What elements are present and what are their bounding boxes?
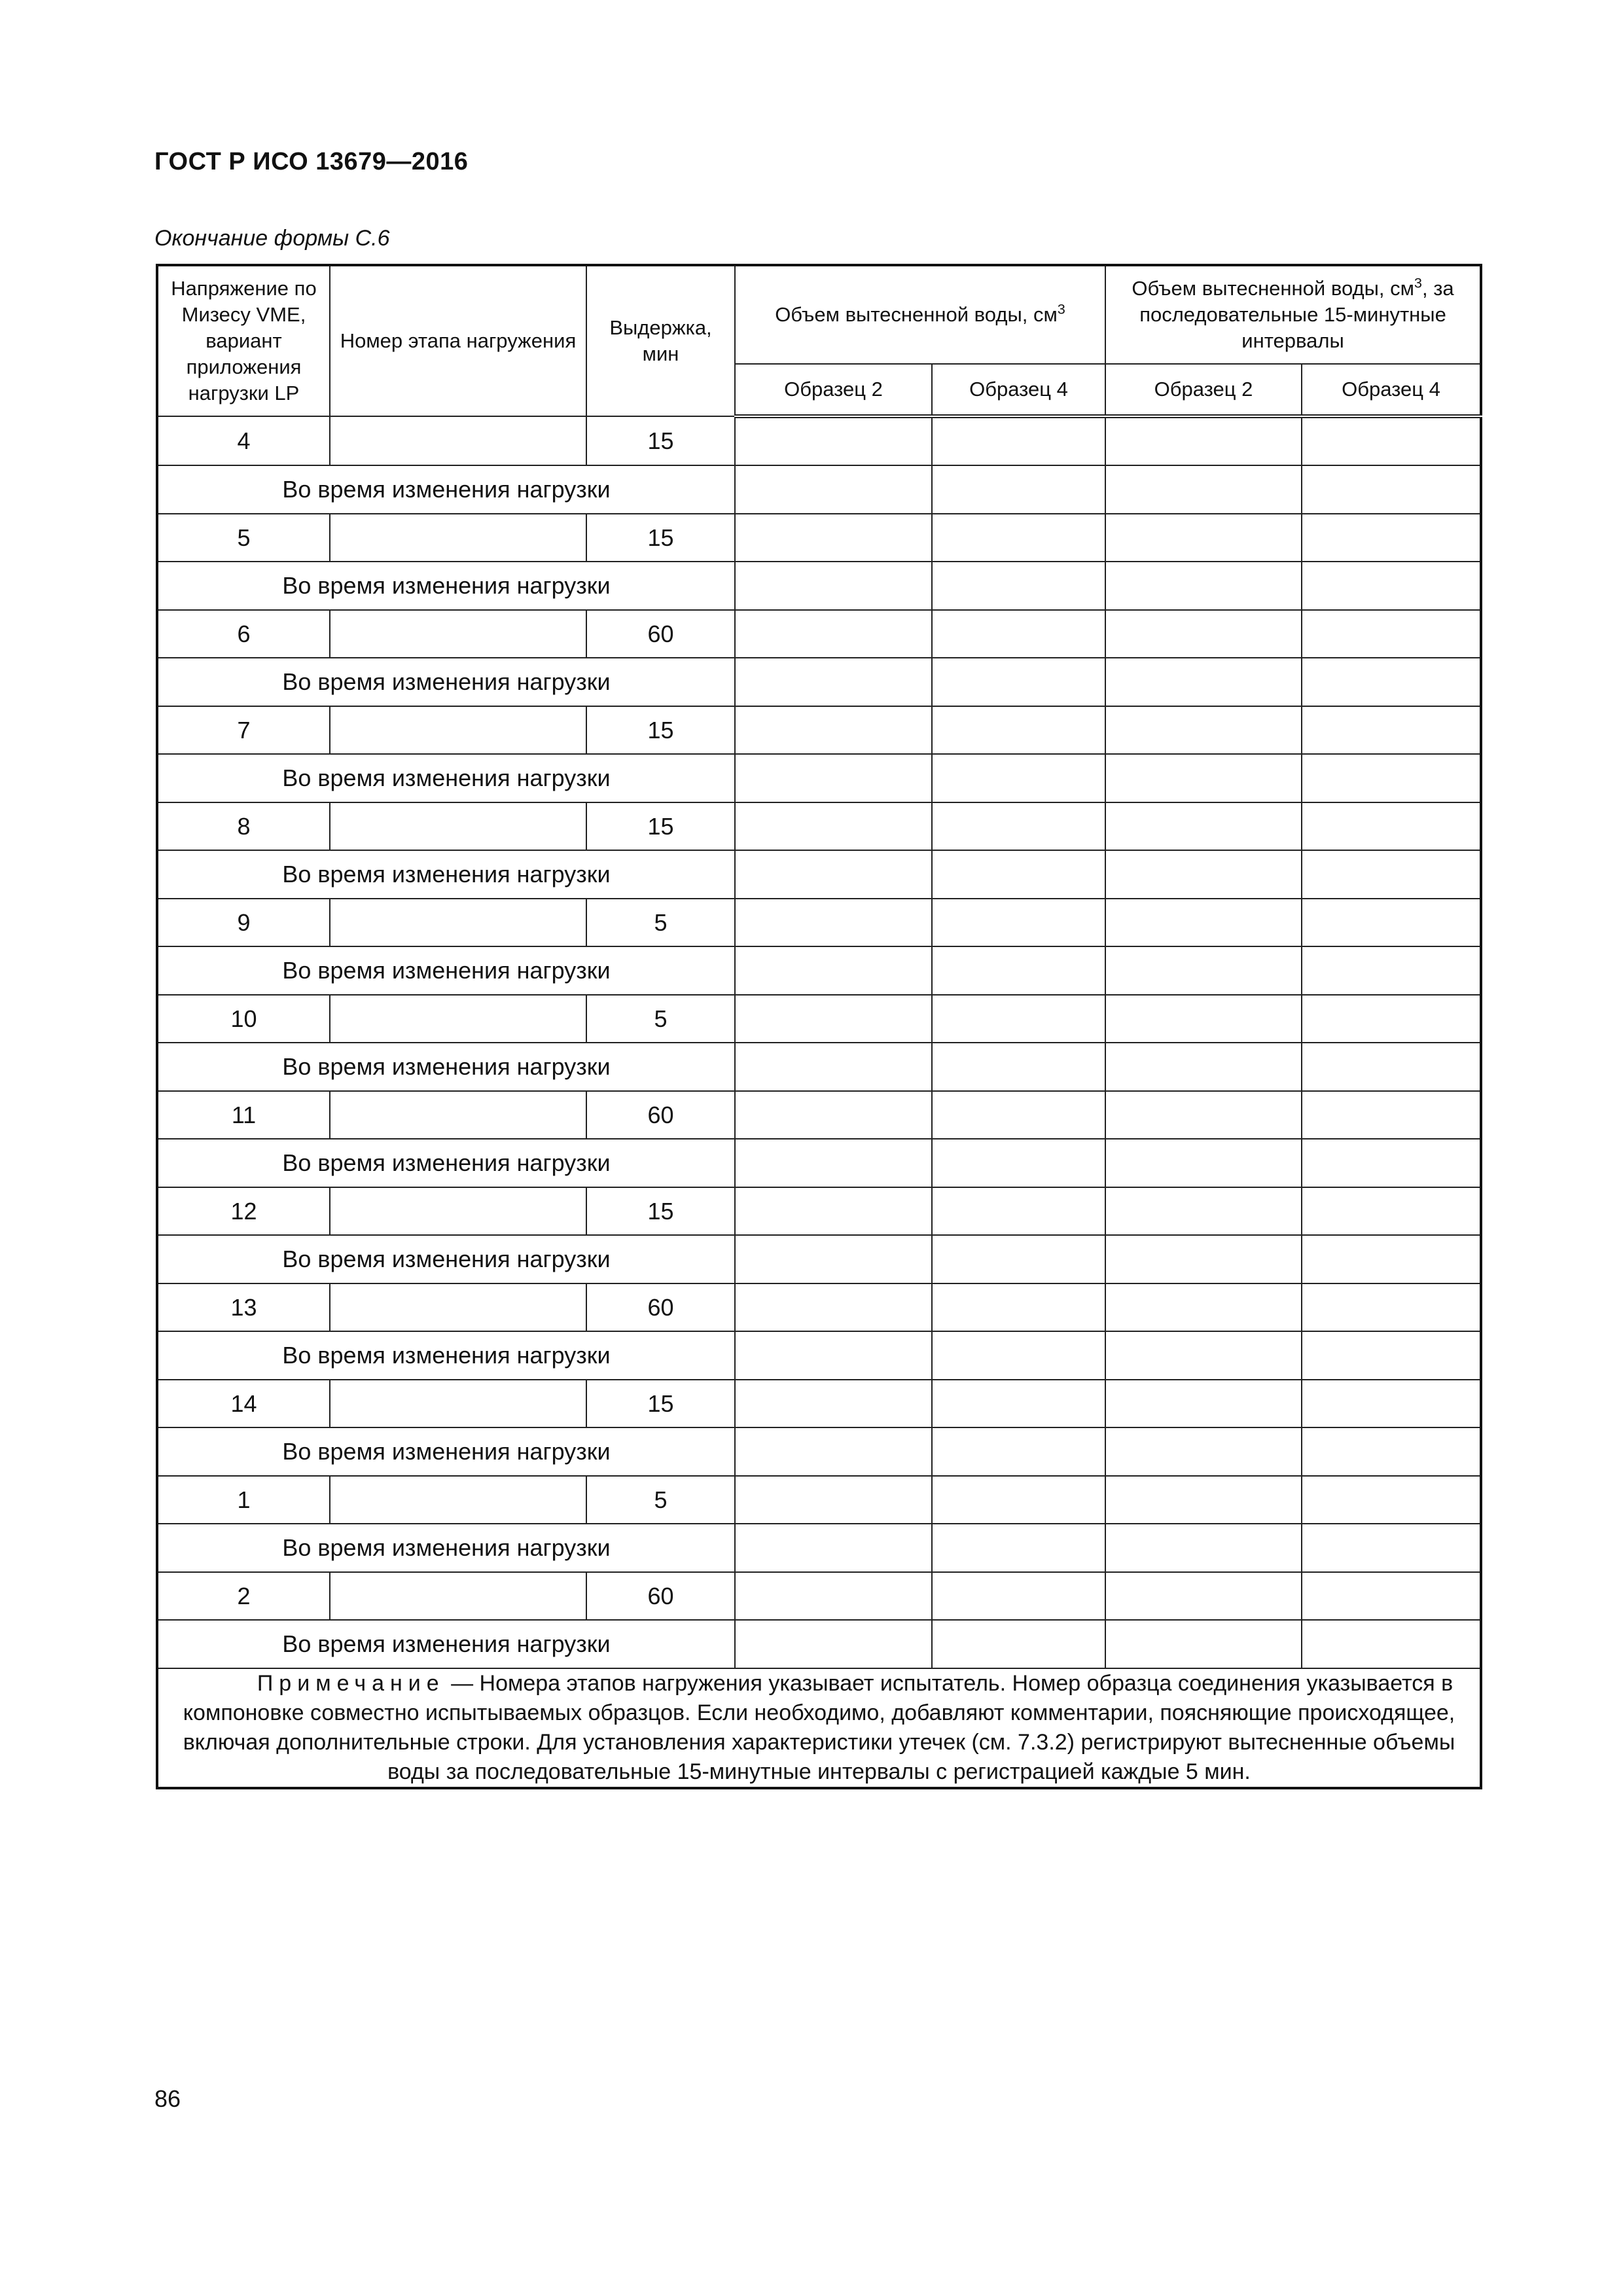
load-change-row: [157, 754, 1481, 802]
stage-number-cell: [330, 514, 586, 562]
volume-sample-2-cell: [735, 1043, 932, 1091]
interval-sample-2-cell: [1105, 946, 1302, 995]
subheader-sample-2: Образец 2: [735, 364, 932, 416]
load-change-label: Во время изменения нагрузки: [157, 1620, 735, 1668]
note-label: Примечание: [257, 1671, 445, 1696]
interval-sample-2-cell: [1105, 1524, 1302, 1572]
interval-sample-4-cell: [1302, 610, 1481, 658]
table-row: [157, 1380, 1481, 1427]
volume-sample-2-cell: [735, 1524, 932, 1572]
volume-sample-4-cell: [932, 416, 1105, 465]
lp-cell: 12: [157, 1187, 330, 1235]
volume-sample-4-cell: [932, 1091, 1105, 1139]
volume-sample-4-cell: [932, 802, 1105, 850]
document-title: ГОСТ Р ИСО 13679—2016: [154, 148, 469, 175]
interval-sample-4-cell: [1302, 802, 1481, 850]
stage-number-cell: [330, 1476, 586, 1524]
interval-sample-4-cell: [1302, 995, 1481, 1043]
volume-sample-4-cell: [932, 899, 1105, 946]
volume-sample-2-cell: [735, 1235, 932, 1283]
interval-sample-4-cell: [1302, 416, 1481, 465]
subheader-sample-4: Образец 4: [1302, 364, 1481, 416]
interval-sample-4-cell: [1302, 1283, 1481, 1331]
volume-sample-2-cell: [735, 706, 932, 754]
interval-sample-4-cell: [1302, 562, 1481, 610]
volume-sample-2-cell: [735, 416, 932, 465]
volume-sample-2-cell: [735, 1572, 932, 1620]
volume-sample-4-cell: [932, 1235, 1105, 1283]
header-intervals-text-b: , за последовательные 15-минутные интервалы: [1139, 277, 1454, 352]
volume-sample-4-cell: [932, 1139, 1105, 1187]
stage-number-cell: [330, 1572, 586, 1620]
lp-cell: 5: [157, 514, 330, 562]
header-stage-number: Номер этапа нагружения: [330, 265, 586, 416]
volume-sample-2-cell: [735, 1380, 932, 1427]
unit-superscript: 3: [1057, 300, 1065, 317]
interval-sample-4-cell: [1302, 706, 1481, 754]
load-change-row: [157, 850, 1481, 899]
subheader-sample-2: Образец 2: [1105, 364, 1302, 416]
interval-sample-2-cell: [1105, 1139, 1302, 1187]
volume-sample-2-cell: [735, 562, 932, 610]
hold-time-cell: 60: [586, 610, 735, 658]
volume-sample-4-cell: [932, 514, 1105, 562]
interval-sample-2-cell: [1105, 416, 1302, 465]
load-change-row: [157, 1043, 1481, 1091]
header-displaced-volume-intervals: [1105, 265, 1481, 364]
volume-sample-2-cell: [735, 1139, 932, 1187]
volume-sample-4-cell: [932, 1620, 1105, 1668]
interval-sample-2-cell: [1105, 1476, 1302, 1524]
volume-sample-4-cell: [932, 1331, 1105, 1380]
interval-sample-2-cell: [1105, 1620, 1302, 1668]
load-change-row: [157, 946, 1481, 995]
interval-sample-2-cell: [1105, 1572, 1302, 1620]
stage-number-cell: [330, 802, 586, 850]
interval-sample-2-cell: [1105, 1043, 1302, 1091]
hold-time-cell: 15: [586, 1380, 735, 1427]
header-row: [157, 265, 1481, 364]
note-text: — Номера этапов нагружения указывает испытатель. Номер образца соединения указывается в компоновке совместно испытываемых образцов. Если необходимо, добавляют комментарии, поясняющие происходящее, включая дополнительные строки. Для установления характеристики утечек (см. 7.3.2) регистрируют вытесненные объемы воды за последовательные 15-минутные интервалы с регистрацией каждые 5 мин.: [183, 1671, 1455, 1784]
interval-sample-4-cell: [1302, 1091, 1481, 1139]
volume-sample-2-cell: [735, 1427, 932, 1476]
interval-sample-2-cell: [1105, 1187, 1302, 1235]
load-change-label: Во время изменения нагрузки: [157, 465, 735, 514]
load-change-row: [157, 1620, 1481, 1668]
interval-sample-2-cell: [1105, 995, 1302, 1043]
interval-sample-4-cell: [1302, 850, 1481, 899]
volume-sample-4-cell: [932, 1283, 1105, 1331]
volume-sample-4-cell: [932, 706, 1105, 754]
stage-number-cell: [330, 416, 586, 465]
table-body: [157, 416, 1481, 1788]
volume-sample-2-cell: [735, 899, 932, 946]
volume-sample-2-cell: [735, 1091, 932, 1139]
volume-sample-2-cell: [735, 1283, 932, 1331]
unit-superscript: 3: [1414, 274, 1422, 291]
volume-sample-4-cell: [932, 1043, 1105, 1091]
hold-time-cell: 60: [586, 1091, 735, 1139]
table-row: [157, 1091, 1481, 1139]
stage-number-cell: [330, 1187, 586, 1235]
interval-sample-2-cell: [1105, 610, 1302, 658]
interval-sample-2-cell: [1105, 1427, 1302, 1476]
load-change-row: [157, 465, 1481, 514]
volume-sample-4-cell: [932, 1187, 1105, 1235]
volume-sample-4-cell: [932, 610, 1105, 658]
volume-sample-2-cell: [735, 465, 932, 514]
load-change-label: Во время изменения нагрузки: [157, 1235, 735, 1283]
load-change-label: Во время изменения нагрузки: [157, 1139, 735, 1187]
volume-sample-4-cell: [932, 946, 1105, 995]
interval-sample-4-cell: [1302, 1380, 1481, 1427]
volume-sample-2-cell: [735, 1476, 932, 1524]
header-intervals-text-a: Объем вытесненной воды, см: [1132, 277, 1414, 300]
interval-sample-4-cell: [1302, 658, 1481, 706]
volume-sample-4-cell: [932, 995, 1105, 1043]
hold-time-cell: 15: [586, 1187, 735, 1235]
interval-sample-4-cell: [1302, 1331, 1481, 1380]
interval-sample-4-cell: [1302, 1187, 1481, 1235]
load-change-label: Во время изменения нагрузки: [157, 1427, 735, 1476]
volume-sample-4-cell: [932, 658, 1105, 706]
hold-time-cell: 15: [586, 514, 735, 562]
page-number: 86: [154, 2085, 181, 2112]
table-row: [157, 1476, 1481, 1524]
test-form-table: [156, 264, 1482, 1789]
table-row: [157, 995, 1481, 1043]
subheader-sample-4: Образец 4: [932, 364, 1105, 416]
lp-cell: 8: [157, 802, 330, 850]
volume-sample-2-cell: [735, 1331, 932, 1380]
lp-cell: 7: [157, 706, 330, 754]
load-change-row: [157, 1331, 1481, 1380]
volume-sample-4-cell: [932, 465, 1105, 514]
volume-sample-2-cell: [735, 514, 932, 562]
interval-sample-4-cell: [1302, 946, 1481, 995]
stage-number-cell: [330, 706, 586, 754]
interval-sample-4-cell: [1302, 1524, 1481, 1572]
table-row: [157, 514, 1481, 562]
volume-sample-4-cell: [932, 1380, 1105, 1427]
volume-sample-2-cell: [735, 1187, 932, 1235]
load-change-row: [157, 1427, 1481, 1476]
volume-sample-4-cell: [932, 1524, 1105, 1572]
interval-sample-4-cell: [1302, 1427, 1481, 1476]
interval-sample-4-cell: [1302, 1235, 1481, 1283]
interval-sample-4-cell: [1302, 465, 1481, 514]
volume-sample-2-cell: [735, 754, 932, 802]
load-change-label: Во время изменения нагрузки: [157, 850, 735, 899]
volume-sample-2-cell: [735, 802, 932, 850]
volume-sample-2-cell: [735, 610, 932, 658]
lp-cell: 4: [157, 416, 330, 465]
lp-cell: 6: [157, 610, 330, 658]
interval-sample-2-cell: [1105, 1331, 1302, 1380]
hold-time-cell: 5: [586, 995, 735, 1043]
interval-sample-2-cell: [1105, 1380, 1302, 1427]
load-change-label: Во время изменения нагрузки: [157, 562, 735, 610]
table-note: [157, 1668, 1481, 1788]
hold-time-cell: 60: [586, 1572, 735, 1620]
hold-time-cell: 60: [586, 1283, 735, 1331]
interval-sample-2-cell: [1105, 706, 1302, 754]
table-row: [157, 706, 1481, 754]
volume-sample-2-cell: [735, 946, 932, 995]
interval-sample-2-cell: [1105, 1091, 1302, 1139]
header-vme-lp: Напряжение по Мизесу VME, вариант приложения нагрузки LP: [157, 265, 330, 416]
lp-cell: 10: [157, 995, 330, 1043]
note-row: [157, 1668, 1481, 1788]
load-change-label: Во время изменения нагрузки: [157, 1043, 735, 1091]
stage-number-cell: [330, 1283, 586, 1331]
stage-number-cell: [330, 995, 586, 1043]
stage-number-cell: [330, 899, 586, 946]
hold-time-cell: 15: [586, 416, 735, 465]
volume-sample-4-cell: [932, 1572, 1105, 1620]
interval-sample-4-cell: [1302, 1620, 1481, 1668]
hold-time-cell: 5: [586, 1476, 735, 1524]
table-row: [157, 1572, 1481, 1620]
load-change-label: Во время изменения нагрузки: [157, 658, 735, 706]
load-change-row: [157, 562, 1481, 610]
load-change-label: Во время изменения нагрузки: [157, 1331, 735, 1380]
table-row: [157, 1187, 1481, 1235]
table-row: [157, 610, 1481, 658]
lp-cell: 1: [157, 1476, 330, 1524]
header-displaced-volume: [735, 265, 1105, 364]
load-change-label: Во время изменения нагрузки: [157, 946, 735, 995]
volume-sample-2-cell: [735, 658, 932, 706]
hold-time-cell: 5: [586, 899, 735, 946]
table-row: [157, 416, 1481, 465]
interval-sample-4-cell: [1302, 899, 1481, 946]
lp-cell: 9: [157, 899, 330, 946]
hold-time-cell: 15: [586, 706, 735, 754]
interval-sample-4-cell: [1302, 1476, 1481, 1524]
lp-cell: 11: [157, 1091, 330, 1139]
volume-sample-4-cell: [932, 562, 1105, 610]
interval-sample-4-cell: [1302, 514, 1481, 562]
interval-sample-2-cell: [1105, 1235, 1302, 1283]
interval-sample-4-cell: [1302, 1043, 1481, 1091]
volume-sample-2-cell: [735, 1620, 932, 1668]
lp-cell: 14: [157, 1380, 330, 1427]
interval-sample-4-cell: [1302, 1139, 1481, 1187]
interval-sample-4-cell: [1302, 1572, 1481, 1620]
stage-number-cell: [330, 1380, 586, 1427]
interval-sample-2-cell: [1105, 899, 1302, 946]
volume-sample-2-cell: [735, 850, 932, 899]
interval-sample-4-cell: [1302, 754, 1481, 802]
stage-number-cell: [330, 1091, 586, 1139]
load-change-row: [157, 1235, 1481, 1283]
load-change-row: [157, 658, 1481, 706]
interval-sample-2-cell: [1105, 658, 1302, 706]
stage-number-cell: [330, 610, 586, 658]
load-change-label: Во время изменения нагрузки: [157, 1524, 735, 1572]
volume-sample-4-cell: [932, 1427, 1105, 1476]
volume-sample-4-cell: [932, 1476, 1105, 1524]
interval-sample-2-cell: [1105, 850, 1302, 899]
interval-sample-2-cell: [1105, 1283, 1302, 1331]
table-row: [157, 1283, 1481, 1331]
lp-cell: 2: [157, 1572, 330, 1620]
table-row: [157, 802, 1481, 850]
load-change-row: [157, 1139, 1481, 1187]
load-change-row: [157, 1524, 1481, 1572]
volume-sample-4-cell: [932, 850, 1105, 899]
interval-sample-2-cell: [1105, 465, 1302, 514]
interval-sample-2-cell: [1105, 802, 1302, 850]
interval-sample-2-cell: [1105, 754, 1302, 802]
hold-time-cell: 15: [586, 802, 735, 850]
volume-sample-4-cell: [932, 754, 1105, 802]
interval-sample-2-cell: [1105, 514, 1302, 562]
form-caption: Окончание формы С.6: [154, 226, 390, 251]
load-change-label: Во время изменения нагрузки: [157, 754, 735, 802]
interval-sample-2-cell: [1105, 562, 1302, 610]
table-row: [157, 899, 1481, 946]
header-displaced-volume-text: Объем вытесненной воды, см: [775, 303, 1058, 326]
lp-cell: 13: [157, 1283, 330, 1331]
volume-sample-2-cell: [735, 995, 932, 1043]
header-hold-time: Выдержка, мин: [586, 265, 735, 416]
